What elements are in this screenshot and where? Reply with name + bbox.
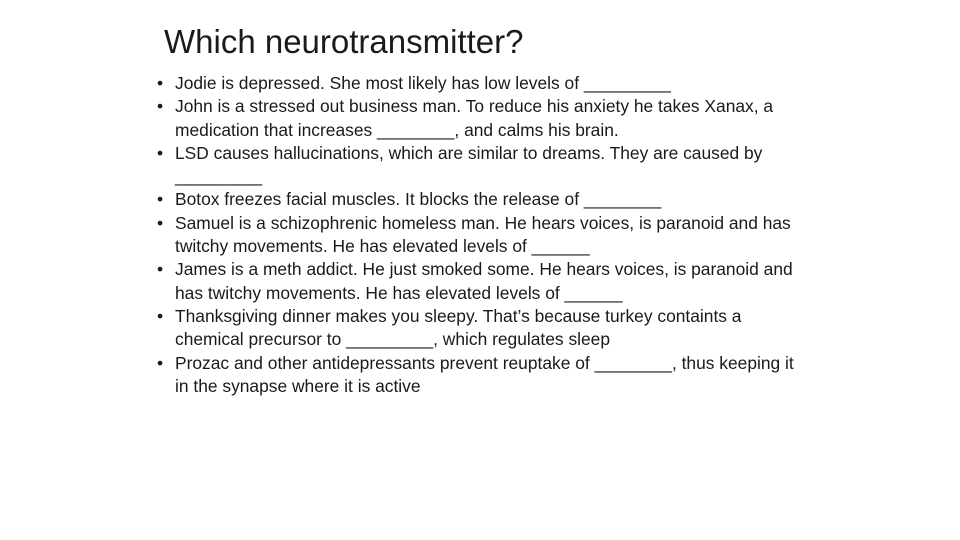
bullet-item	[156, 305, 796, 352]
bullet-list	[156, 72, 796, 398]
bullet-text: James is a meth addict. He just smoked some. He hears voices, is paranoid and has twitchy movements. He has elevated levels of ______	[175, 259, 793, 303]
bullet-item	[156, 142, 796, 189]
bullet-item	[156, 72, 796, 95]
bullet-icon: •	[157, 352, 164, 373]
bullet-icon: •	[157, 189, 164, 210]
slide-title: Which neurotransmitter?	[164, 23, 524, 60]
bullet-text: LSD causes hallucinations, which are similar to dreams. They are caused by _________	[175, 142, 763, 187]
bullet-icon: •	[157, 73, 164, 93]
bullet-item	[156, 352, 796, 399]
bullet-icon: •	[157, 305, 164, 326]
bullet-item	[156, 258, 796, 305]
bullet-text: John is a stressed out business man. To reduce his anxiety he takes Xanax, a medication that increases ________, and calms his brain.	[175, 96, 774, 140]
bullet-icon: •	[157, 212, 164, 233]
bullet-text: Botox freezes facial muscles. It blocks the release of ________	[175, 189, 662, 210]
bullet-text: Samuel is a schizophrenic homeless man. He hears voices, is paranoid and has twitchy movements. He has elevated levels of ______	[175, 212, 791, 257]
bullet-text: Prozac and other antidepressants prevent reuptake of ________, thus keeping it in the synapse where it is active	[175, 352, 794, 396]
bullet-item	[156, 95, 796, 142]
bullet-text: Jodie is depressed. She most likely has low levels of _________	[175, 73, 671, 93]
bullet-item	[156, 212, 796, 259]
bullet-item	[156, 188, 796, 211]
bullet-text: Thanksgiving dinner makes you sleepy. That’s because turkey containts a chemical precursor to _________, which regulates sleep	[175, 305, 742, 350]
bullet-icon: •	[157, 259, 164, 280]
bullet-icon: •	[157, 96, 164, 117]
bullet-icon: •	[157, 142, 164, 163]
